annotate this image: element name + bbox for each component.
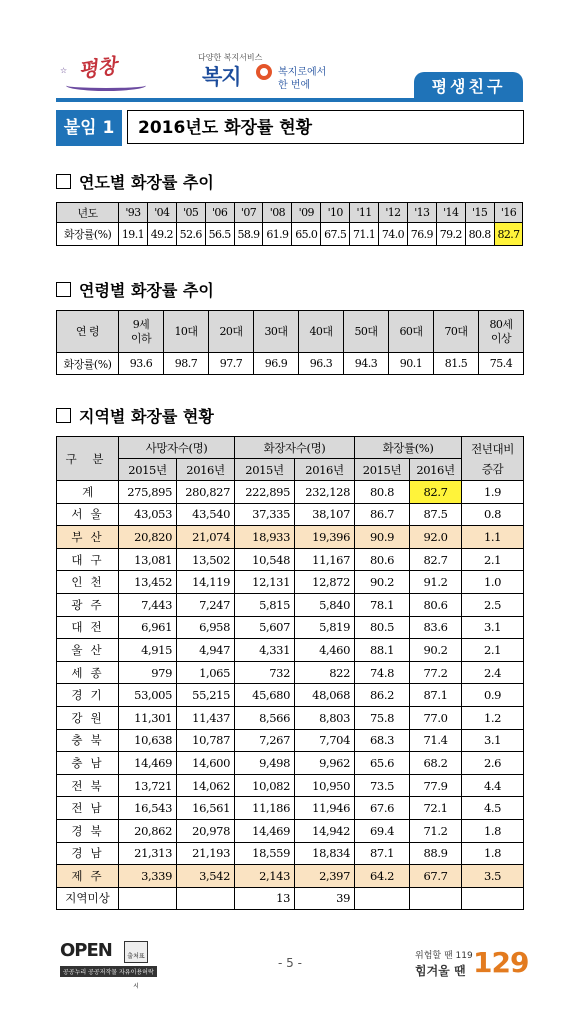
table-cell: 43,053 (119, 503, 177, 526)
table-cell: 732 (235, 661, 295, 684)
age-rate-cell: 96.9 (254, 353, 299, 375)
yearly-rate-cell: 82.7 (494, 223, 523, 246)
yearly-rate-cell: 49.2 (147, 223, 176, 246)
table-cell: 14,062 (177, 774, 235, 797)
table-row (57, 752, 524, 775)
table-cell: 77.0 (410, 706, 462, 729)
table-cell: 69.4 (355, 819, 410, 842)
table-cell: 14,119 (177, 571, 235, 594)
table-cell: 80.5 (355, 616, 410, 639)
table-cell: 3,542 (177, 865, 235, 888)
table-cell: 80.6 (410, 593, 462, 616)
table-cell: 8,566 (235, 706, 295, 729)
table-cell: 4,460 (295, 639, 355, 662)
yearly-rate-cell: 58.9 (234, 223, 263, 246)
year-cell: '13 (407, 203, 436, 223)
region-name-cell: 경남 (57, 842, 119, 865)
yearly-rate-cell: 65.0 (292, 223, 321, 246)
table-cell: 83.6 (410, 616, 462, 639)
table-cell (119, 887, 177, 910)
year-cell: '06 (205, 203, 234, 223)
year-cell: '16 (494, 203, 523, 223)
table-cell: 3,339 (119, 865, 177, 888)
table-cell: 4,915 (119, 639, 177, 662)
table-cell: 2.1 (462, 639, 524, 662)
table-cell (177, 887, 235, 910)
region-name-cell: 인천 (57, 571, 119, 594)
open-label: OPEN (60, 940, 112, 961)
yearly-header-row (57, 203, 523, 223)
table-cell: 5,607 (235, 616, 295, 639)
age-cell-line: 20대 (219, 324, 243, 338)
hotline-logo (415, 946, 529, 982)
age-cell-line: 50대 (354, 324, 378, 338)
yearly-rate-cell: 67.5 (321, 223, 350, 246)
year-cell: '08 (263, 203, 292, 223)
yearly-rate-cell: 61.9 (263, 223, 292, 246)
table-cell: 10,548 (235, 548, 295, 571)
table-cell: 13,452 (119, 571, 177, 594)
table-cell: 18,559 (235, 842, 295, 865)
table-cell: 77.9 (410, 774, 462, 797)
table-cell: 16,543 (119, 797, 177, 820)
bokjiro-logo (198, 52, 327, 92)
logo-swoosh (66, 80, 146, 91)
table-cell: 20,978 (177, 819, 235, 842)
table-cell: 2,397 (295, 865, 355, 888)
table-row (57, 571, 524, 594)
table-cell: 72.1 (410, 797, 462, 820)
rate-col-header: 화장률(%) (355, 437, 462, 459)
table-row (57, 526, 524, 549)
age-rate-cell: 75.4 (479, 353, 524, 375)
table-cell: 82.7 (410, 548, 462, 571)
table-cell: 10,638 (119, 729, 177, 752)
table-cell: 13 (235, 887, 295, 910)
age-cell (479, 311, 524, 353)
table-row (57, 797, 524, 820)
table-cell: 80.6 (355, 548, 410, 571)
table-cell: 45,680 (235, 684, 295, 707)
region-name-cell: 지역미상 (57, 887, 119, 910)
cremation-col-header: 화장자수(명) (235, 437, 355, 459)
year-cell: '12 (379, 203, 408, 223)
table-cell: 21,193 (177, 842, 235, 865)
year-cell: '93 (119, 203, 148, 223)
table-cell: 10,082 (235, 774, 295, 797)
age-cell (344, 311, 389, 353)
table-cell: 48,068 (295, 684, 355, 707)
table-cell: 9,962 (295, 752, 355, 775)
bokjiro-logo-text: 복지 (202, 65, 241, 89)
year-2016-header: 2016년 (295, 459, 355, 481)
age-cell-line: 9세 (132, 317, 150, 331)
table-cell: 18,933 (235, 526, 295, 549)
yearly-rate-cell: 71.1 (350, 223, 379, 246)
table-cell: 9,498 (235, 752, 295, 775)
year-2015-header: 2015년 (119, 459, 177, 481)
year-cell: '09 (292, 203, 321, 223)
table-cell (462, 887, 524, 910)
table-cell: 275,895 (119, 481, 177, 504)
year-cell: '14 (436, 203, 465, 223)
table-row (57, 887, 524, 910)
bokjiro-side-1: 복지로에서 (278, 67, 327, 78)
table-cell: 86.2 (355, 684, 410, 707)
hotline-text-b: 힘겨울 땐 (415, 964, 466, 978)
table-cell: 1.8 (462, 819, 524, 842)
age-rate-cell: 93.6 (119, 353, 164, 375)
checkbox-square-icon (56, 408, 71, 423)
bokjiro-tagline: 다양한 복지서비스 (198, 53, 263, 62)
table-cell: 4,331 (235, 639, 295, 662)
age-table (56, 310, 524, 375)
age-cell-line: 60대 (399, 324, 423, 338)
table-cell: 16,561 (177, 797, 235, 820)
age-cell (434, 311, 479, 353)
table-cell: 92.0 (410, 526, 462, 549)
table-cell: 74.8 (355, 661, 410, 684)
table-cell: 77.2 (410, 661, 462, 684)
table-cell: 65.6 (355, 752, 410, 775)
region-name-cell: 강원 (57, 706, 119, 729)
age-header-row (57, 311, 524, 353)
table-cell: 90.2 (410, 639, 462, 662)
table-cell: 5,815 (235, 593, 295, 616)
table-row (57, 774, 524, 797)
table-cell: 68.3 (355, 729, 410, 752)
age-rate-cell: 90.1 (389, 353, 434, 375)
age-cell (389, 311, 434, 353)
table-row (57, 481, 524, 504)
table-cell: 80.8 (355, 481, 410, 504)
table-row (57, 706, 524, 729)
table-cell: 280,827 (177, 481, 235, 504)
region-name-cell: 경북 (57, 819, 119, 842)
table-row (57, 593, 524, 616)
open-license-logo (56, 938, 164, 990)
table-cell: 19,396 (295, 526, 355, 549)
table-cell: 7,704 (295, 729, 355, 752)
table-cell: 11,186 (235, 797, 295, 820)
table-cell: 3.1 (462, 729, 524, 752)
table-cell: 822 (295, 661, 355, 684)
region-name-cell: 충남 (57, 752, 119, 775)
ring-icon (256, 64, 272, 80)
table-cell: 2,143 (235, 865, 295, 888)
table-row (57, 639, 524, 662)
table-cell: 1.2 (462, 706, 524, 729)
table-cell: 3.5 (462, 865, 524, 888)
section-heading-region: 지역별 화장률 현황 (56, 404, 214, 427)
region-name-cell: 제주 (57, 865, 119, 888)
year-cell: '11 (350, 203, 379, 223)
year-2015-header: 2015년 (355, 459, 410, 481)
hotline-text-a: 위험할 땐 119 (415, 951, 473, 961)
yearly-rate-cell: 80.8 (465, 223, 494, 246)
table-cell: 10,950 (295, 774, 355, 797)
table-cell: 39 (295, 887, 355, 910)
open-sub: 공공누리 공공저작물 자유이용허락 (60, 966, 157, 977)
age-label: 연 령 (57, 311, 119, 353)
table-cell: 14,469 (119, 752, 177, 775)
age-cell (254, 311, 299, 353)
table-cell: 6,958 (177, 616, 235, 639)
region-name-cell: 계 (57, 481, 119, 504)
checkbox-square-icon (56, 174, 71, 189)
table-cell: 7,443 (119, 593, 177, 616)
region-name-cell: 경기 (57, 684, 119, 707)
table-cell: 18,834 (295, 842, 355, 865)
table-cell: 14,469 (235, 819, 295, 842)
table-cell: 68.2 (410, 752, 462, 775)
table-cell: 2.4 (462, 661, 524, 684)
death-col-header: 사망자수(명) (119, 437, 235, 459)
year-cell: '10 (321, 203, 350, 223)
age-rate-cell: 94.3 (344, 353, 389, 375)
table-cell: 1.0 (462, 571, 524, 594)
table-cell: 71.4 (410, 729, 462, 752)
region-name-cell: 대구 (57, 548, 119, 571)
age-rate-label: 화장률(%) (57, 353, 119, 375)
table-cell: 1,065 (177, 661, 235, 684)
table-cell: 13,502 (177, 548, 235, 571)
year-cell: '05 (176, 203, 205, 223)
table-cell: 91.2 (410, 571, 462, 594)
table-cell: 88.1 (355, 639, 410, 662)
table-cell: 12,131 (235, 571, 295, 594)
table-cell: 67.7 (410, 865, 462, 888)
yearly-table (56, 202, 523, 246)
table-cell: 55,215 (177, 684, 235, 707)
region-name-cell: 부산 (57, 526, 119, 549)
table-cell: 5,840 (295, 593, 355, 616)
table-cell: 14,600 (177, 752, 235, 775)
table-cell: 53,005 (119, 684, 177, 707)
table-cell: 0.8 (462, 503, 524, 526)
table-cell: 38,107 (295, 503, 355, 526)
table-cell: 7,267 (235, 729, 295, 752)
region-name-cell: 세종 (57, 661, 119, 684)
table-cell (355, 887, 410, 910)
pyeongchang-logo: ☆ 평창 (60, 52, 152, 92)
table-cell: 71.2 (410, 819, 462, 842)
table-cell: 21,313 (119, 842, 177, 865)
table-cell: 73.5 (355, 774, 410, 797)
section-heading-age: 연령별 화장률 추이 (56, 278, 214, 301)
hotline-number: 129 (473, 946, 529, 979)
table-cell: 8,803 (295, 706, 355, 729)
table-cell: 87.1 (410, 684, 462, 707)
table-row (57, 616, 524, 639)
table-cell: 20,820 (119, 526, 177, 549)
year-label: 년도 (57, 203, 119, 223)
age-cell-line: 70대 (444, 324, 468, 338)
table-cell: 43,540 (177, 503, 235, 526)
table-cell: 1.9 (462, 481, 524, 504)
table-cell: 88.9 (410, 842, 462, 865)
yearly-rate-cell: 76.9 (407, 223, 436, 246)
age-rate-cell: 81.5 (434, 353, 479, 375)
yearly-rate-cell: 56.5 (205, 223, 234, 246)
year-cell: '15 (465, 203, 494, 223)
table-cell: 86.7 (355, 503, 410, 526)
change-col-header: 전년대비 증감 (462, 437, 524, 481)
table-cell: 2.5 (462, 593, 524, 616)
age-cell-line: 10대 (174, 324, 198, 338)
age-rate-cell: 97.7 (209, 353, 254, 375)
table-cell: 82.7 (410, 481, 462, 504)
age-cell (119, 311, 164, 353)
table-cell: 87.1 (355, 842, 410, 865)
table-row (57, 842, 524, 865)
table-cell: 2.1 (462, 548, 524, 571)
age-cell-line: 30대 (264, 324, 288, 338)
yearly-rate-row (57, 223, 523, 246)
table-cell: 5,819 (295, 616, 355, 639)
table-cell: 7,247 (177, 593, 235, 616)
region-name-cell: 대전 (57, 616, 119, 639)
table-cell: 64.2 (355, 865, 410, 888)
yearly-rate-cell: 74.0 (379, 223, 408, 246)
header-divider (56, 98, 523, 102)
rate-label: 화장률(%) (57, 223, 119, 246)
year-cell: '04 (147, 203, 176, 223)
age-cell (299, 311, 344, 353)
table-cell: 13,721 (119, 774, 177, 797)
table-cell: 0.9 (462, 684, 524, 707)
table-row (57, 503, 524, 526)
table-cell: 1.8 (462, 842, 524, 865)
year-cell: '07 (234, 203, 263, 223)
age-cell-line: 80세 (489, 317, 513, 331)
yearly-rate-cell: 52.6 (176, 223, 205, 246)
table-cell: 3.1 (462, 616, 524, 639)
year-2015-header: 2015년 (235, 459, 295, 481)
region-col-header: 구 분 (57, 437, 119, 481)
table-cell: 4.4 (462, 774, 524, 797)
table-cell: 87.5 (410, 503, 462, 526)
table-row (57, 819, 524, 842)
table-cell: 11,946 (295, 797, 355, 820)
table-cell: 11,437 (177, 706, 235, 729)
table-cell: 11,167 (295, 548, 355, 571)
region-name-cell: 서울 (57, 503, 119, 526)
person-icon: 출처표시 (124, 941, 148, 963)
table-cell: 67.6 (355, 797, 410, 820)
table-cell: 37,335 (235, 503, 295, 526)
table-cell: 232,128 (295, 481, 355, 504)
table-cell (410, 887, 462, 910)
age-cell-line: 이상 (490, 331, 512, 345)
region-name-cell: 광주 (57, 593, 119, 616)
table-cell: 222,895 (235, 481, 295, 504)
table-cell: 2.6 (462, 752, 524, 775)
table-row (57, 548, 524, 571)
table-cell: 4.5 (462, 797, 524, 820)
bokjiro-side-2: 한 번에 (278, 80, 311, 91)
table-cell: 10,787 (177, 729, 235, 752)
table-cell: 1.1 (462, 526, 524, 549)
table-cell: 78.1 (355, 593, 410, 616)
pyeongchang-logo-text: 평창 (76, 53, 119, 83)
age-cell (209, 311, 254, 353)
table-cell: 21,074 (177, 526, 235, 549)
page-title: 2016년도 화장률 현황 (127, 110, 524, 144)
yearly-rate-cell: 79.2 (436, 223, 465, 246)
table-cell: 90.2 (355, 571, 410, 594)
age-cell-line: 이하 (130, 331, 152, 345)
region-name-cell: 충북 (57, 729, 119, 752)
region-name-cell: 전남 (57, 797, 119, 820)
year-2016-header: 2016년 (410, 459, 462, 481)
table-cell: 20,862 (119, 819, 177, 842)
table-cell: 979 (119, 661, 177, 684)
table-cell: 90.9 (355, 526, 410, 549)
age-rate-cell: 96.3 (299, 353, 344, 375)
region-name-cell: 울산 (57, 639, 119, 662)
table-row (57, 865, 524, 888)
table-cell: 12,872 (295, 571, 355, 594)
table-row (57, 684, 524, 707)
age-cell-line: 40대 (309, 324, 333, 338)
age-rate-cell: 98.7 (164, 353, 209, 375)
table-row (57, 729, 524, 752)
table-row (57, 661, 524, 684)
year-2016-header: 2016년 (177, 459, 235, 481)
table-cell: 11,301 (119, 706, 177, 729)
table-cell: 6,961 (119, 616, 177, 639)
age-rate-row (57, 353, 524, 375)
table-cell: 13,081 (119, 548, 177, 571)
age-cell (164, 311, 209, 353)
attachment-badge: 붙임 1 (56, 110, 122, 146)
table-cell: 75.8 (355, 706, 410, 729)
table-cell: 4,947 (177, 639, 235, 662)
table-cell: 14,942 (295, 819, 355, 842)
section-heading-yearly: 연도별 화장률 추이 (56, 170, 214, 193)
region-table (56, 436, 524, 910)
checkbox-square-icon (56, 282, 71, 297)
page-number: - 5 - (278, 956, 302, 970)
region-name-cell: 전북 (57, 774, 119, 797)
header-tab: 평생친구 (414, 72, 523, 102)
yearly-rate-cell: 19.1 (119, 223, 148, 246)
